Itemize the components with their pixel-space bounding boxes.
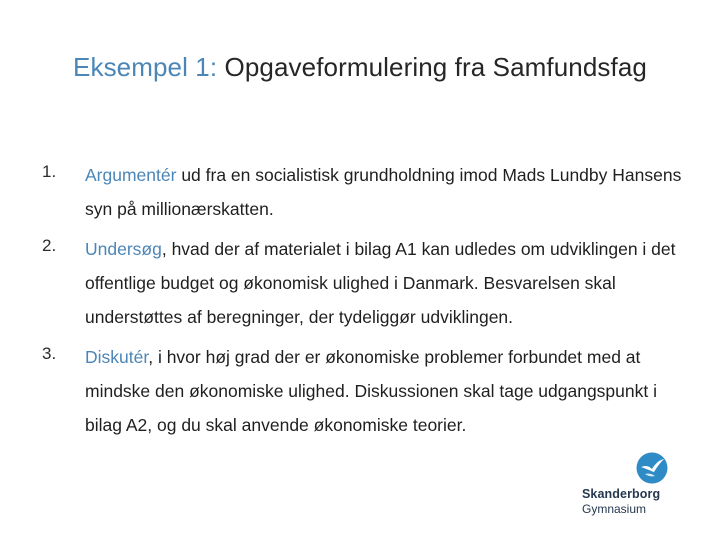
list-item: [42, 232, 692, 334]
task-list: [42, 158, 692, 448]
item-keyword: Undersøg: [85, 239, 162, 259]
item-text: , i hvor høj grad der er økonomiske problemer forbundet med at mindske den økonomiske ulighed. Diskussionen skal tage udgangspunkt i bilag A2, og du skal anvende økonomiske teorier.: [85, 347, 657, 435]
item-text-block: [85, 232, 692, 334]
item-number: 3.: [42, 344, 57, 363]
title-prefix: Eksempel 1:: [73, 52, 218, 82]
title-main: Opgaveformulering fra Samfundsfag: [224, 52, 647, 82]
school-logo: [580, 452, 690, 522]
list-item: [42, 158, 692, 226]
logo-name-line2: Gymnasium: [582, 502, 647, 516]
slide-title: [0, 52, 720, 83]
item-text-block: [85, 340, 692, 442]
list-item: [42, 340, 692, 442]
bird-circle-icon: [636, 452, 668, 484]
item-keyword: Argumentér: [85, 165, 177, 185]
item-keyword: Diskutér: [85, 347, 149, 367]
item-text-block: [85, 158, 692, 226]
item-number: 1.: [42, 162, 57, 181]
item-text: ud fra en socialistisk grundholdning imod Mads Lundby Hansens syn på millionærskatten.: [85, 165, 682, 219]
item-number: 2.: [42, 236, 57, 255]
item-text: , hvad der af materialet i bilag A1 kan udledes om udviklingen i det offentlige budget og økonomisk ulighed i Danmark. Besvarelsen skal understøttes af beregninger, der tydeliggør udviklingen.: [85, 239, 676, 327]
logo-name-line1: Skanderborg: [582, 487, 661, 501]
